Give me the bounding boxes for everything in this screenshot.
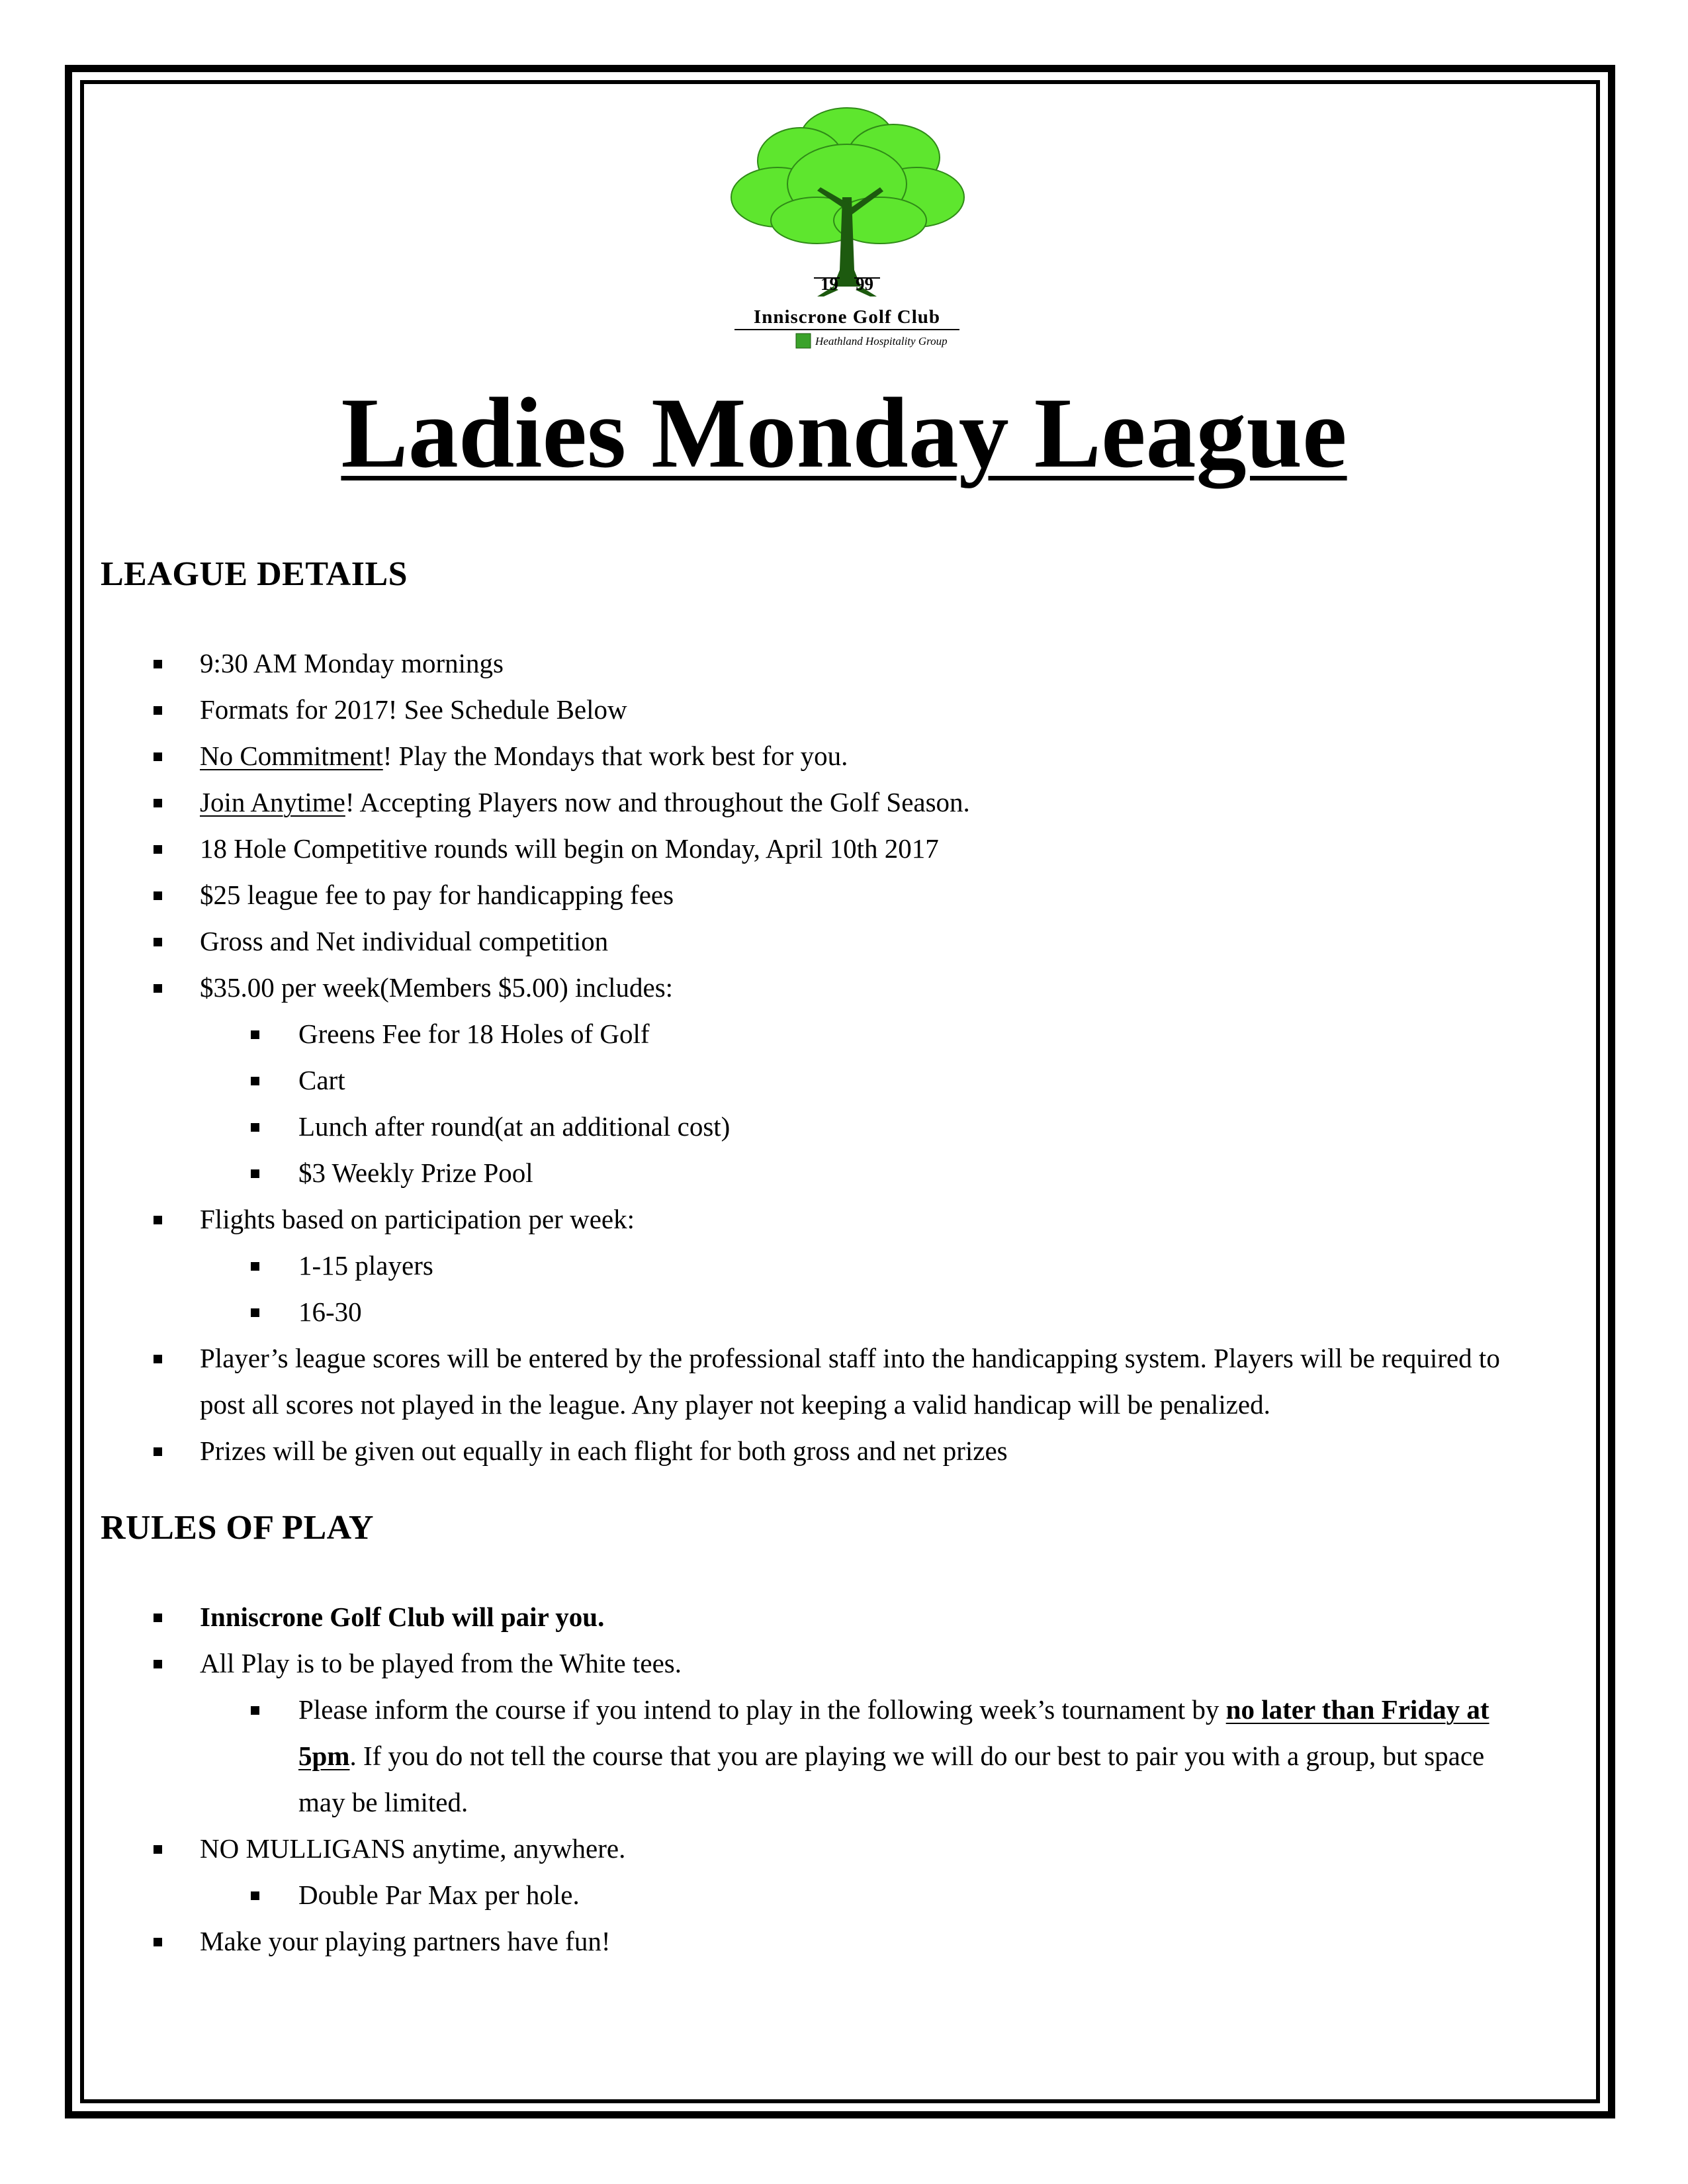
list-item: No Commitment! Play the Mondays that work best for you. [200,733,848,779]
list-item: Join Anytime! Accepting Players now and throughout the Golf Season. [200,779,970,825]
sub-list-item: 1-15 players [298,1242,433,1289]
bullet-icon [251,1891,259,1900]
list-item: All Play is to be played from the White tees. [200,1640,682,1686]
list-item: Flights based on participation per week: [200,1196,635,1242]
bullet-icon [154,845,162,854]
bullet-icon [251,1308,259,1317]
bullet-icon [251,1030,259,1039]
page-title: Ladies Monday League [341,377,1347,488]
bullet-icon [154,706,162,715]
tree-logo-icon [725,98,969,359]
bullet-icon [251,1169,259,1178]
sub-list-item: Lunch after round(at an additional cost) [298,1103,730,1150]
list-item: Make your playing partners have fun! [200,1918,611,1964]
bullet-icon [154,1614,162,1622]
list-item: Formats for 2017! See Schedule Below [200,686,627,733]
list-item: 18 Hole Competitive rounds will begin on Monday, April 10th 2017 [200,825,939,872]
rules-of-play-heading: RULES OF PLAY [101,1509,374,1547]
bullet-icon [251,1262,259,1271]
bullet-icon [154,938,162,946]
bullet-icon [154,1845,162,1854]
sub-list-item: Double Par Max per hole. [298,1872,580,1918]
list-item: $25 league fee to pay for handicapping fees [200,872,674,918]
list-item: $35.00 per week(Members $5.00) includes: [200,964,673,1011]
logo-year-right: 99 [856,274,873,294]
bullet-icon [154,1216,162,1224]
list-item: Inniscrone Golf Club will pair you. [200,1594,604,1640]
logo-club-name: Inniscrone Golf Club [753,306,941,328]
bullet-icon [251,1077,259,1085]
logo-group-name: Heathland Hospitality Group [815,335,948,347]
bullet-icon [251,1706,259,1715]
sub-list-item-continuation: may be limited. [298,1787,468,1817]
bullet-icon [154,1660,162,1668]
bullet-icon [154,1355,162,1363]
list-item: NO MULLIGANS anytime, anywhere. [200,1825,625,1872]
bullet-icon [251,1123,259,1132]
list-item: 9:30 AM Monday mornings [200,640,504,686]
league-details-heading: LEAGUE DETAILS [101,555,408,593]
sub-list-item: $3 Weekly Prize Pool [298,1150,533,1196]
list-item: Gross and Net individual competition [200,918,608,964]
bullet-icon [154,752,162,761]
list-item: Player’s league scores will be entered by the professional staff into the handicapping system. Players will be required to [200,1335,1500,1381]
logo-year-left: 19 [821,274,838,294]
sub-list-item: Please inform the course if you intend to play in the following week’s tournament by no later than Friday at [298,1686,1489,1733]
logo-leaf-icon [796,334,811,348]
sub-list-item: Greens Fee for 18 Holes of Golf [298,1011,650,1057]
bullet-icon [154,660,162,668]
bullet-icon [154,1938,162,1946]
bullet-icon [154,891,162,900]
bullet-icon [154,1447,162,1456]
bullet-icon [154,984,162,993]
club-logo [725,98,969,359]
list-item-continuation: post all scores not played in the league. Any player not keeping a valid handicap will be penalized. [200,1389,1270,1420]
sub-list-item: Cart [298,1057,345,1103]
bullet-icon [154,799,162,807]
sub-list-item-continuation: 5pm. If you do not tell the course that you are playing we will do our best to pair you with a group, but space [298,1741,1485,1771]
list-item: Prizes will be given out equally in each flight for both gross and net prizes [200,1428,1008,1474]
sub-list-item: 16-30 [298,1289,362,1335]
